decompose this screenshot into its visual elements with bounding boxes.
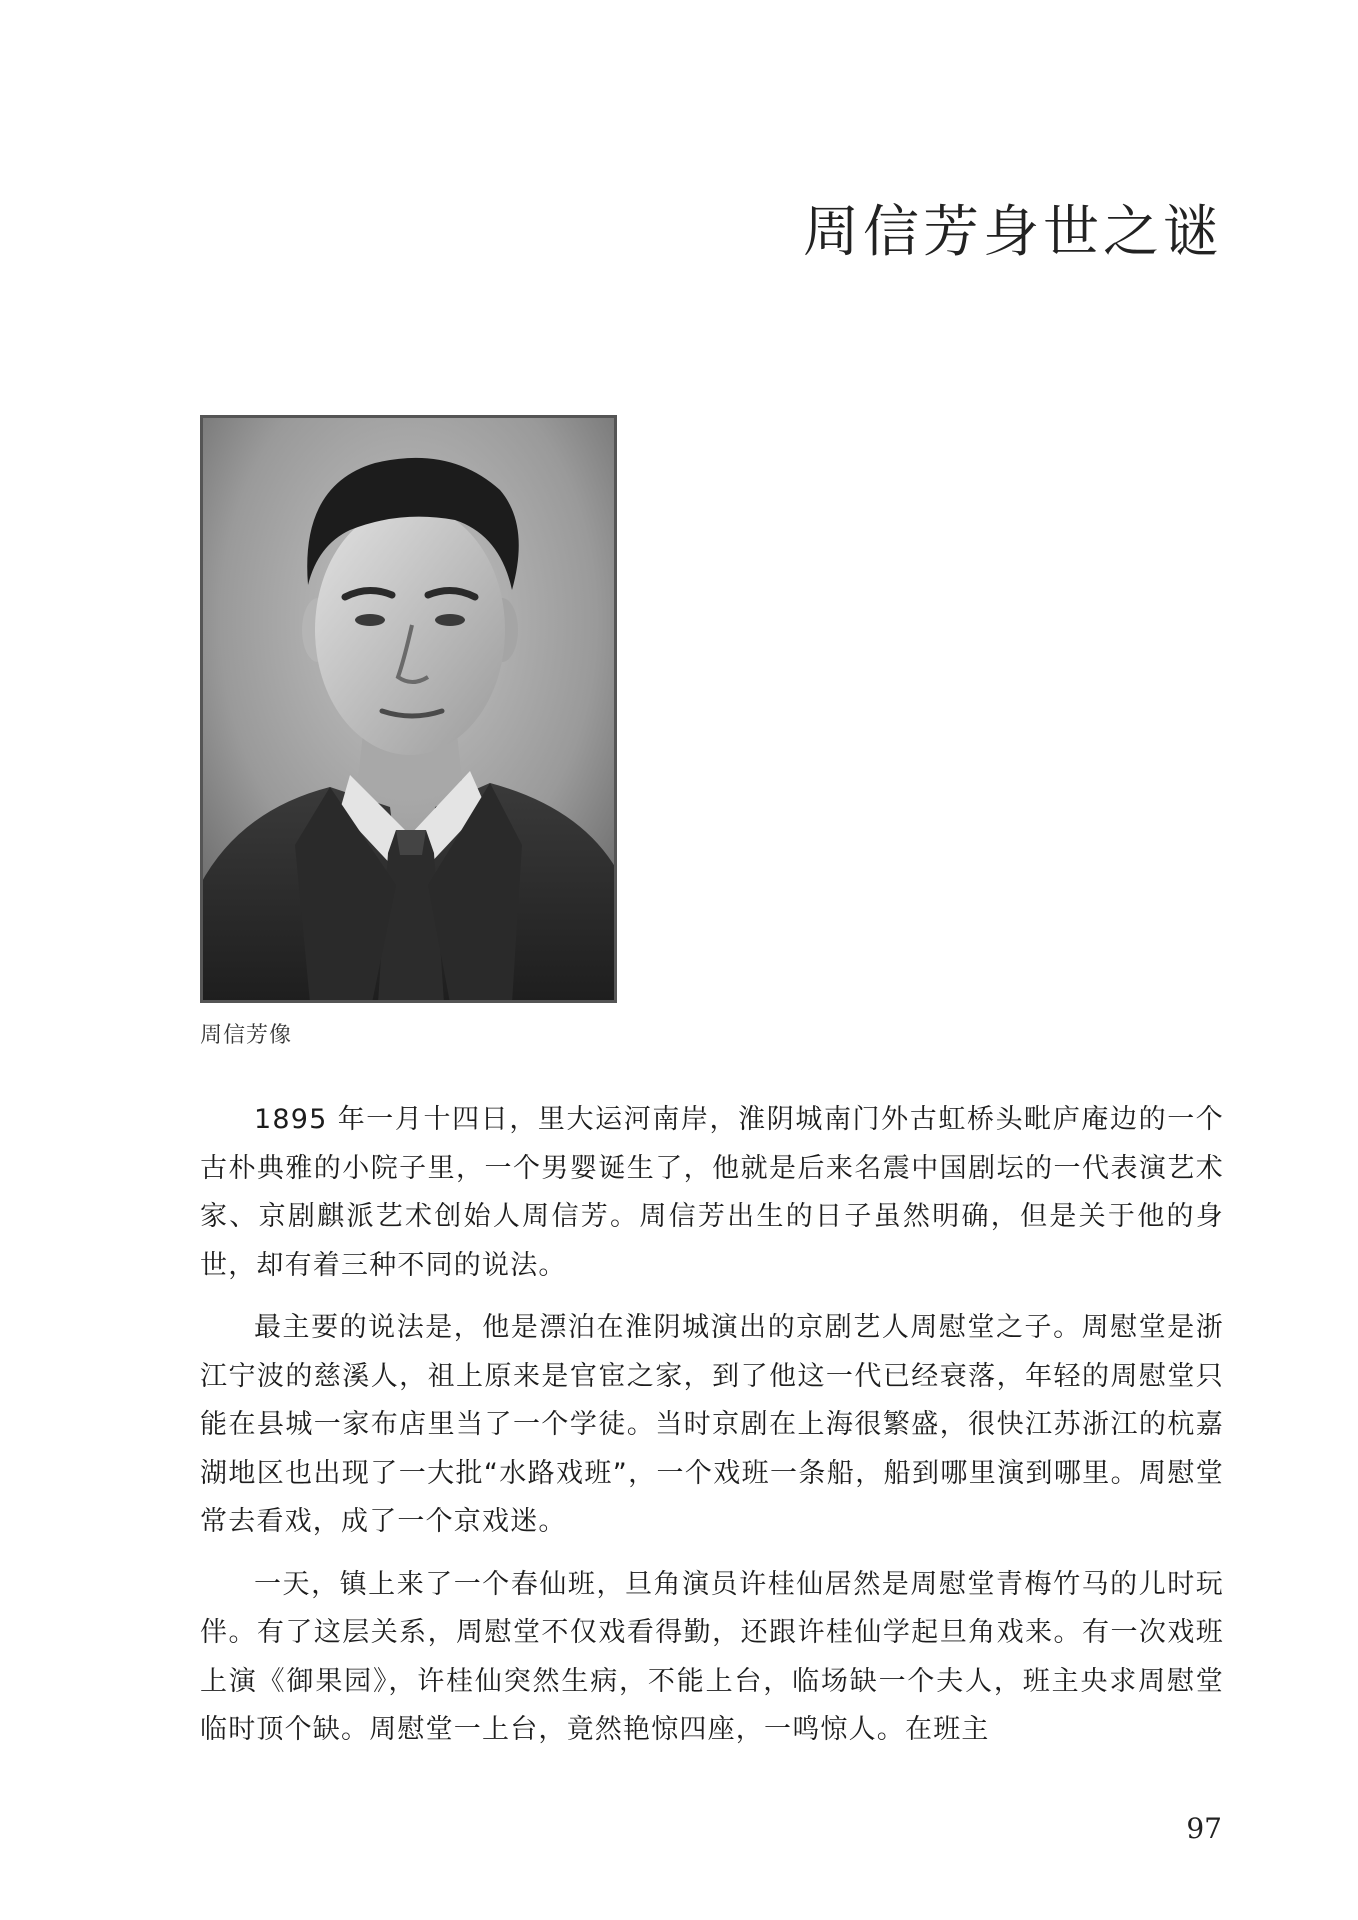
paragraph: 1895 年一月十四日，里大运河南岸，淮阴城南门外古虹桥头毗庐庵边的一个古朴典雅的小院子里，一个男婴诞生了，他就是后来名震中国剧坛的一代表演艺术家、京剧麒派艺术创始人周信芳。周信芳出生的日子虽然明确，但是关于他的身世，却有着三种不同的说法。 xyxy=(200,1104,1224,1281)
page-title: 周信芳身世之谜 xyxy=(803,200,1223,265)
photo-caption: 周信芳像 xyxy=(200,1023,293,1048)
page-number: 97 xyxy=(1186,1812,1222,1845)
paragraph: 一天，镇上来了一个春仙班，旦角演员许桂仙居然是周慰堂青梅竹马的儿时玩伴。有了这层关系，周慰堂不仅戏看得勤，还跟许桂仙学起旦角戏来。有一次戏班上演《御果园》，许桂仙突然生病，不能上台，临场缺一个夫人，班主央求周慰堂临时顶个缺。周慰堂一上台，竟然艳惊四座，一鸣惊人。在班主 xyxy=(200,1568,1224,1745)
portrait-photo xyxy=(200,415,617,1003)
paragraph: 最主要的说法是，他是漂泊在淮阴城演出的京剧艺人周慰堂之子。周慰堂是浙江宁波的慈溪人，祖上原来是官宦之家，到了他这一代已经衰落，年轻的周慰堂只能在县城一家布店里当了一个学徒。当时京剧在上海很繁盛，很快江苏浙江的杭嘉湖地区也出现了一大批“水路戏班”，一个戏班一条船，船到哪里演到哪里。周慰堂常去看戏，成了一个京戏迷。 xyxy=(200,1312,1224,1537)
article-body xyxy=(200,1096,1224,1769)
